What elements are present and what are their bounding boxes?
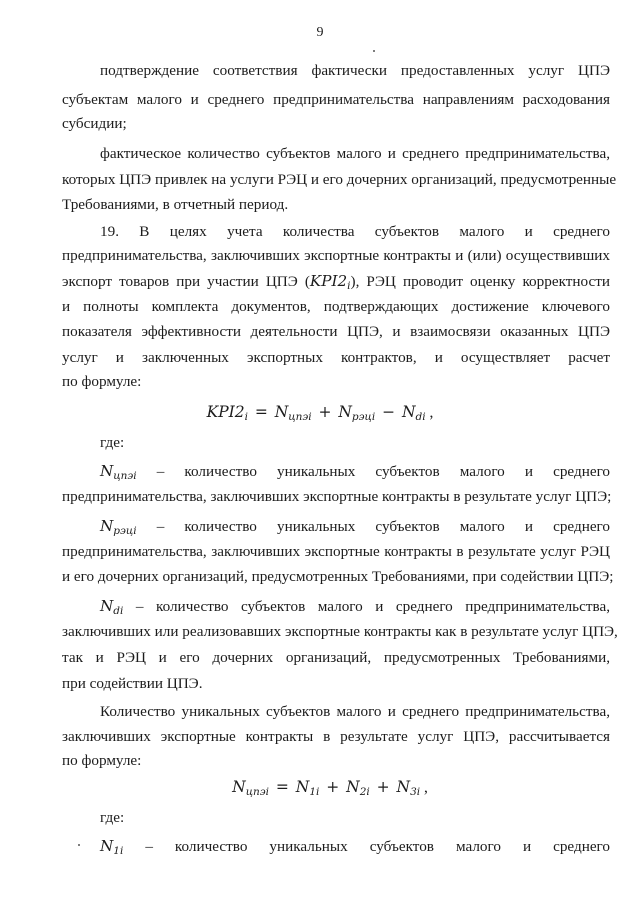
formula-term — [397, 778, 421, 796]
term-subscript: di — [113, 605, 124, 617]
formula-subscript: цпэi — [245, 786, 270, 798]
formula-symbol: N — [274, 403, 289, 421]
text-line: по формуле: — [62, 373, 142, 390]
formula-term — [275, 403, 312, 421]
formula-term — [402, 403, 426, 421]
definition-term — [100, 517, 137, 535]
formula-kpi — [0, 401, 640, 424]
text-line: подтверждение соответствия фактически предоставленных услуг ЦПЭ — [100, 62, 610, 79]
text-fragment: ), РЭЦ проводит оценку корректности — [350, 273, 610, 290]
formula-subscript: 2i — [359, 786, 370, 798]
definition-text: – количество уникальных субъектов малого и среднего — [156, 518, 611, 535]
formula-operator: − — [382, 403, 396, 421]
formula-lhs — [232, 778, 269, 796]
text-line — [62, 271, 610, 292]
text-line: при содействии ЦПЭ. — [62, 675, 203, 692]
text-line: фактическое количество субъектов малого и среднего предпринимательства, — [100, 145, 610, 162]
formula-subscript: рэцi — [351, 411, 376, 423]
text-line: Количество уникальных субъектов малого и среднего предпринимательства, — [100, 703, 610, 720]
definition-line — [100, 516, 610, 537]
definition-term — [100, 597, 123, 615]
page-number: 9 — [316, 25, 324, 40]
formula-symbol: N — [346, 778, 360, 796]
text-line: которых ЦПЭ привлек на услуги РЭЦ и его дочерних организаций, предусмотренные — [62, 171, 617, 188]
formula-subscript: i — [244, 411, 248, 423]
formula-ncpe — [10, 776, 640, 799]
text-line: так и РЭЦ и его дочерних организаций, предусмотренных Требованиями, — [62, 649, 610, 666]
formula-symbol: N — [338, 403, 352, 421]
formula-operator: = — [275, 778, 289, 796]
term-subscript: 1i — [113, 845, 124, 857]
formula-term — [346, 778, 370, 796]
text-line: показателя эффективности деятельности ЦПЭ, и взаимосвязи оказанных ЦПЭ — [62, 323, 610, 340]
text-line: заключивших или реализовавших экспортные контракты как в результате услуг ЦПЭ, — [62, 623, 618, 640]
formula-tail: , — [425, 404, 434, 421]
text-line: где: — [100, 434, 125, 451]
formula-operator: = — [254, 403, 268, 421]
kpi-var: KPI2 — [309, 272, 348, 290]
text-line: заключивших экспортные контракты в результате услуг ЦПЭ, рассчитывается — [62, 728, 610, 745]
formula-symbol: N — [295, 778, 310, 796]
term-subscript: рэцi — [113, 525, 137, 537]
text-line: услуг и заключенных экспортных контрактов, и осуществляет расчет — [62, 349, 610, 366]
text-line: и его дочерних организаций, предусмотренных Требованиями, при содействии ЦПЭ; — [62, 568, 614, 585]
formula-term — [338, 403, 375, 421]
formula-symbol: N — [232, 778, 246, 796]
kpi-sub: i — [347, 280, 351, 292]
text-fragment: экспорт товаров при участии ЦПЭ ( — [62, 273, 310, 290]
definition-line — [100, 461, 610, 482]
definition-term — [100, 837, 123, 855]
formula-operator: + — [326, 778, 340, 796]
term-subscript: цпэi — [113, 470, 137, 482]
formula-symbol: KPI2 — [206, 403, 245, 421]
kpi-variable — [310, 272, 351, 290]
formula-symbol: N — [396, 778, 411, 796]
text-line: и полноты комплекта документов, подтверждающих достижение ключевого — [62, 298, 610, 315]
definition-text: – количество уникальных субъектов малого и среднего — [145, 838, 611, 855]
text-line: где: — [100, 809, 125, 826]
scan-speck — [78, 844, 80, 846]
formula-term — [296, 778, 320, 796]
text-line: Требованиями, в отчетный период. — [62, 196, 289, 213]
formula-subscript: цпэi — [288, 411, 312, 423]
text-line: субъектам малого и среднего предпринимательства направлениям расходования — [62, 91, 610, 108]
formula-subscript: 3i — [410, 786, 421, 798]
term-symbol: N — [100, 517, 114, 535]
formula-subscript: 1i — [309, 786, 320, 798]
term-symbol: N — [100, 597, 114, 615]
term-symbol: N — [100, 462, 114, 480]
definition-text: – количество субъектов малого и среднего предпринимательства, — [135, 598, 610, 615]
definition-text: – количество уникальных субъектов малого и среднего — [156, 463, 611, 480]
text-line: по формуле: — [62, 752, 142, 769]
text-line: предпринимательства, заключивших экспортные контракты и (или) осуществивших — [62, 247, 610, 264]
text-line: предпринимательства, заключивших экспортные контракты в результате услуг ЦПЭ; — [62, 488, 612, 505]
formula-operator: + — [376, 778, 390, 796]
definition-line — [100, 596, 610, 617]
definition-term — [100, 462, 137, 480]
text-line: субсидии; — [62, 115, 127, 132]
definition-line — [100, 836, 610, 857]
scan-speck — [373, 50, 375, 52]
formula-lhs — [207, 403, 248, 421]
formula-tail: , — [420, 779, 428, 796]
formula-symbol: N — [401, 403, 416, 421]
term-symbol: N — [100, 837, 114, 855]
text-line: предпринимательства, заключивших экспортные контракты в результате услуг РЭЦ — [62, 543, 610, 560]
formula-operator: + — [318, 403, 332, 421]
formula-subscript: di — [415, 411, 426, 423]
text-line: 19. В целях учета количества субъектов малого и среднего — [100, 223, 610, 240]
